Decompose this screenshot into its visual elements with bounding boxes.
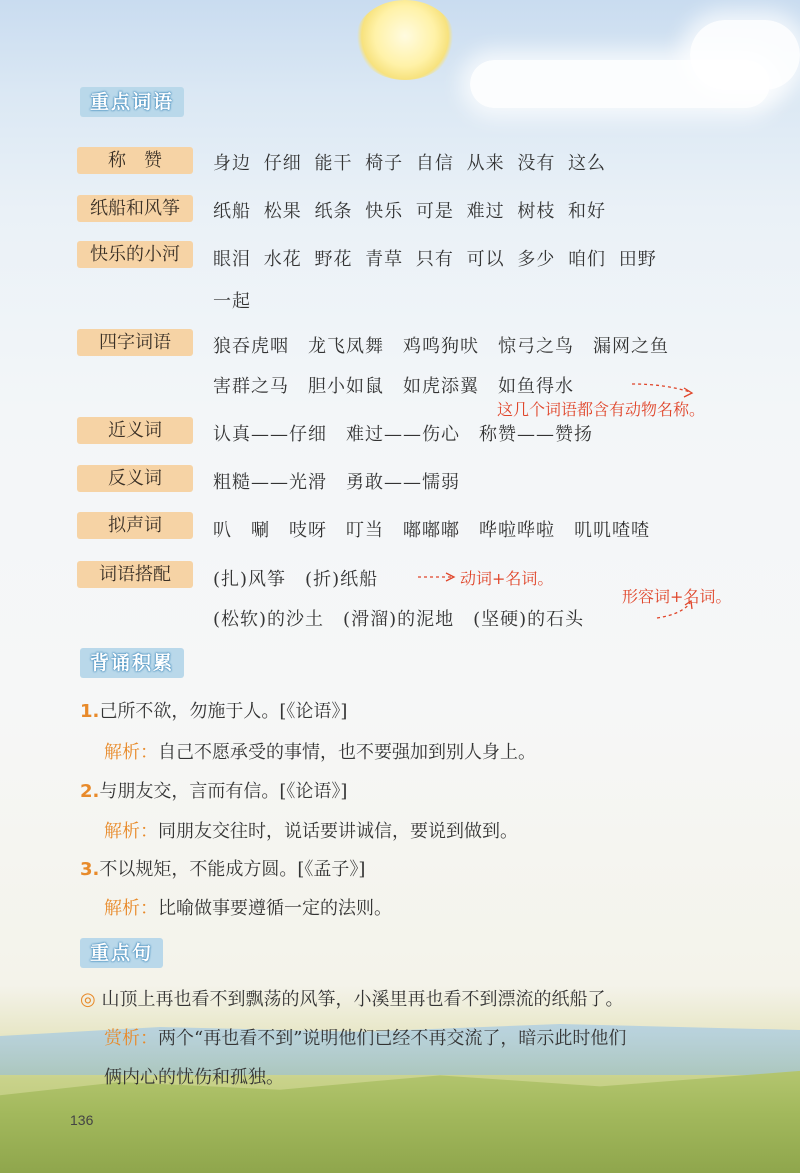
annotation-animal-words: 这几个词语都含有动物名称。: [497, 400, 706, 419]
analysis-text: 自己不愿承受的事情，也不要强加到别人身上。: [158, 742, 536, 763]
analysis-label: 解析：: [104, 821, 158, 842]
analysis-text: 比喻做事要遵循一定的法则。: [158, 898, 392, 919]
vocab-words: 眼泪 水花 野花 青草 只有 可以 多少 咱们 田野: [213, 249, 657, 270]
recite-item: [80, 855, 365, 881]
vocab-label: 快乐的小河: [77, 241, 193, 268]
analysis-label: 解析：: [104, 742, 158, 763]
vocab-label: 四字词语: [77, 329, 193, 356]
vocab-words: 狼吞虎咽 龙飞凤舞 鸡鸣狗吠 惊弓之鸟 漏网之鱼: [213, 336, 669, 357]
annotation-verb-noun: 动词+名词。: [460, 569, 554, 588]
vocab-words: 叭 唰 吱呀 叮当 嘟嘟嘟 哗啦哗啦 叽叽喳喳: [213, 520, 650, 541]
vocab-words: 认真——仔细 难过——伤心 称赞——赞扬: [213, 424, 593, 445]
vocab-words: 纸船 松果 纸条 快乐 可是 难过 树枝 和好: [213, 201, 607, 222]
recite-item: [80, 697, 347, 723]
vocab-label: 反义词: [77, 465, 193, 492]
item-number: 2.: [80, 781, 100, 802]
vocab-label: 纸船和风筝: [77, 195, 193, 222]
recite-text: 不以规矩，不能成方圆。[《孟子》]: [99, 859, 366, 880]
section-title-recite: 背诵积累: [80, 648, 184, 678]
item-number: 1.: [80, 701, 100, 722]
recite-analysis: [104, 738, 536, 764]
vocab-words: 粗糙——光滑 勇敢——懦弱: [213, 472, 460, 493]
vocab-words: 一起: [213, 291, 251, 312]
vocab-label: 称 赞: [77, 147, 193, 174]
vocab-words: (松软)的沙土 (滑溜)的泥地 (坚硬)的石头: [213, 609, 585, 630]
recite-text: 与朋友交，言而有信。[《论语》]: [99, 781, 348, 802]
vocab-words: 害群之马 胆小如鼠 如虎添翼 如鱼得水: [213, 376, 574, 397]
vocab-words: (扎)风筝 (折)纸船: [213, 569, 379, 590]
vocab-words: 身边 仔细 能干 椅子 自信 从来 没有 这么: [213, 153, 607, 174]
appreciation-label: 赏析：: [104, 1028, 158, 1049]
page-number: 136: [70, 1112, 94, 1128]
section-title-vocab: 重点词语: [80, 87, 184, 117]
bullet-icon: ◎: [80, 989, 96, 1010]
key-sentence-text: 山顶上再也看不到飘荡的风筝，小溪里再也看不到漂流的纸船了。: [101, 989, 624, 1010]
annotation-adj-noun: 形容词+名词。: [622, 587, 732, 606]
vocab-label: 词语搭配: [77, 561, 193, 588]
vocab-label: 拟声词: [77, 512, 193, 539]
recite-analysis: [104, 894, 392, 920]
appreciation-text: 两个“再也看不到”说明他们已经不再交流了，暗示此时他们: [158, 1028, 627, 1049]
item-number: 3.: [80, 859, 100, 880]
recite-item: [80, 777, 347, 803]
recite-text: 己所不欲，勿施于人。[《论语》]: [99, 701, 348, 722]
section-title-sentence: 重点句: [80, 938, 163, 968]
key-sentence: [80, 985, 623, 1011]
vocab-label: 近义词: [77, 417, 193, 444]
key-sentence-analysis: [104, 1024, 626, 1050]
analysis-label: 解析：: [104, 898, 158, 919]
key-sentence-analysis-cont: 俩内心的忧伤和孤独。: [104, 1067, 284, 1088]
recite-analysis: [104, 817, 518, 843]
analysis-text: 同朋友交往时，说话要讲诚信，要说到做到。: [158, 821, 518, 842]
